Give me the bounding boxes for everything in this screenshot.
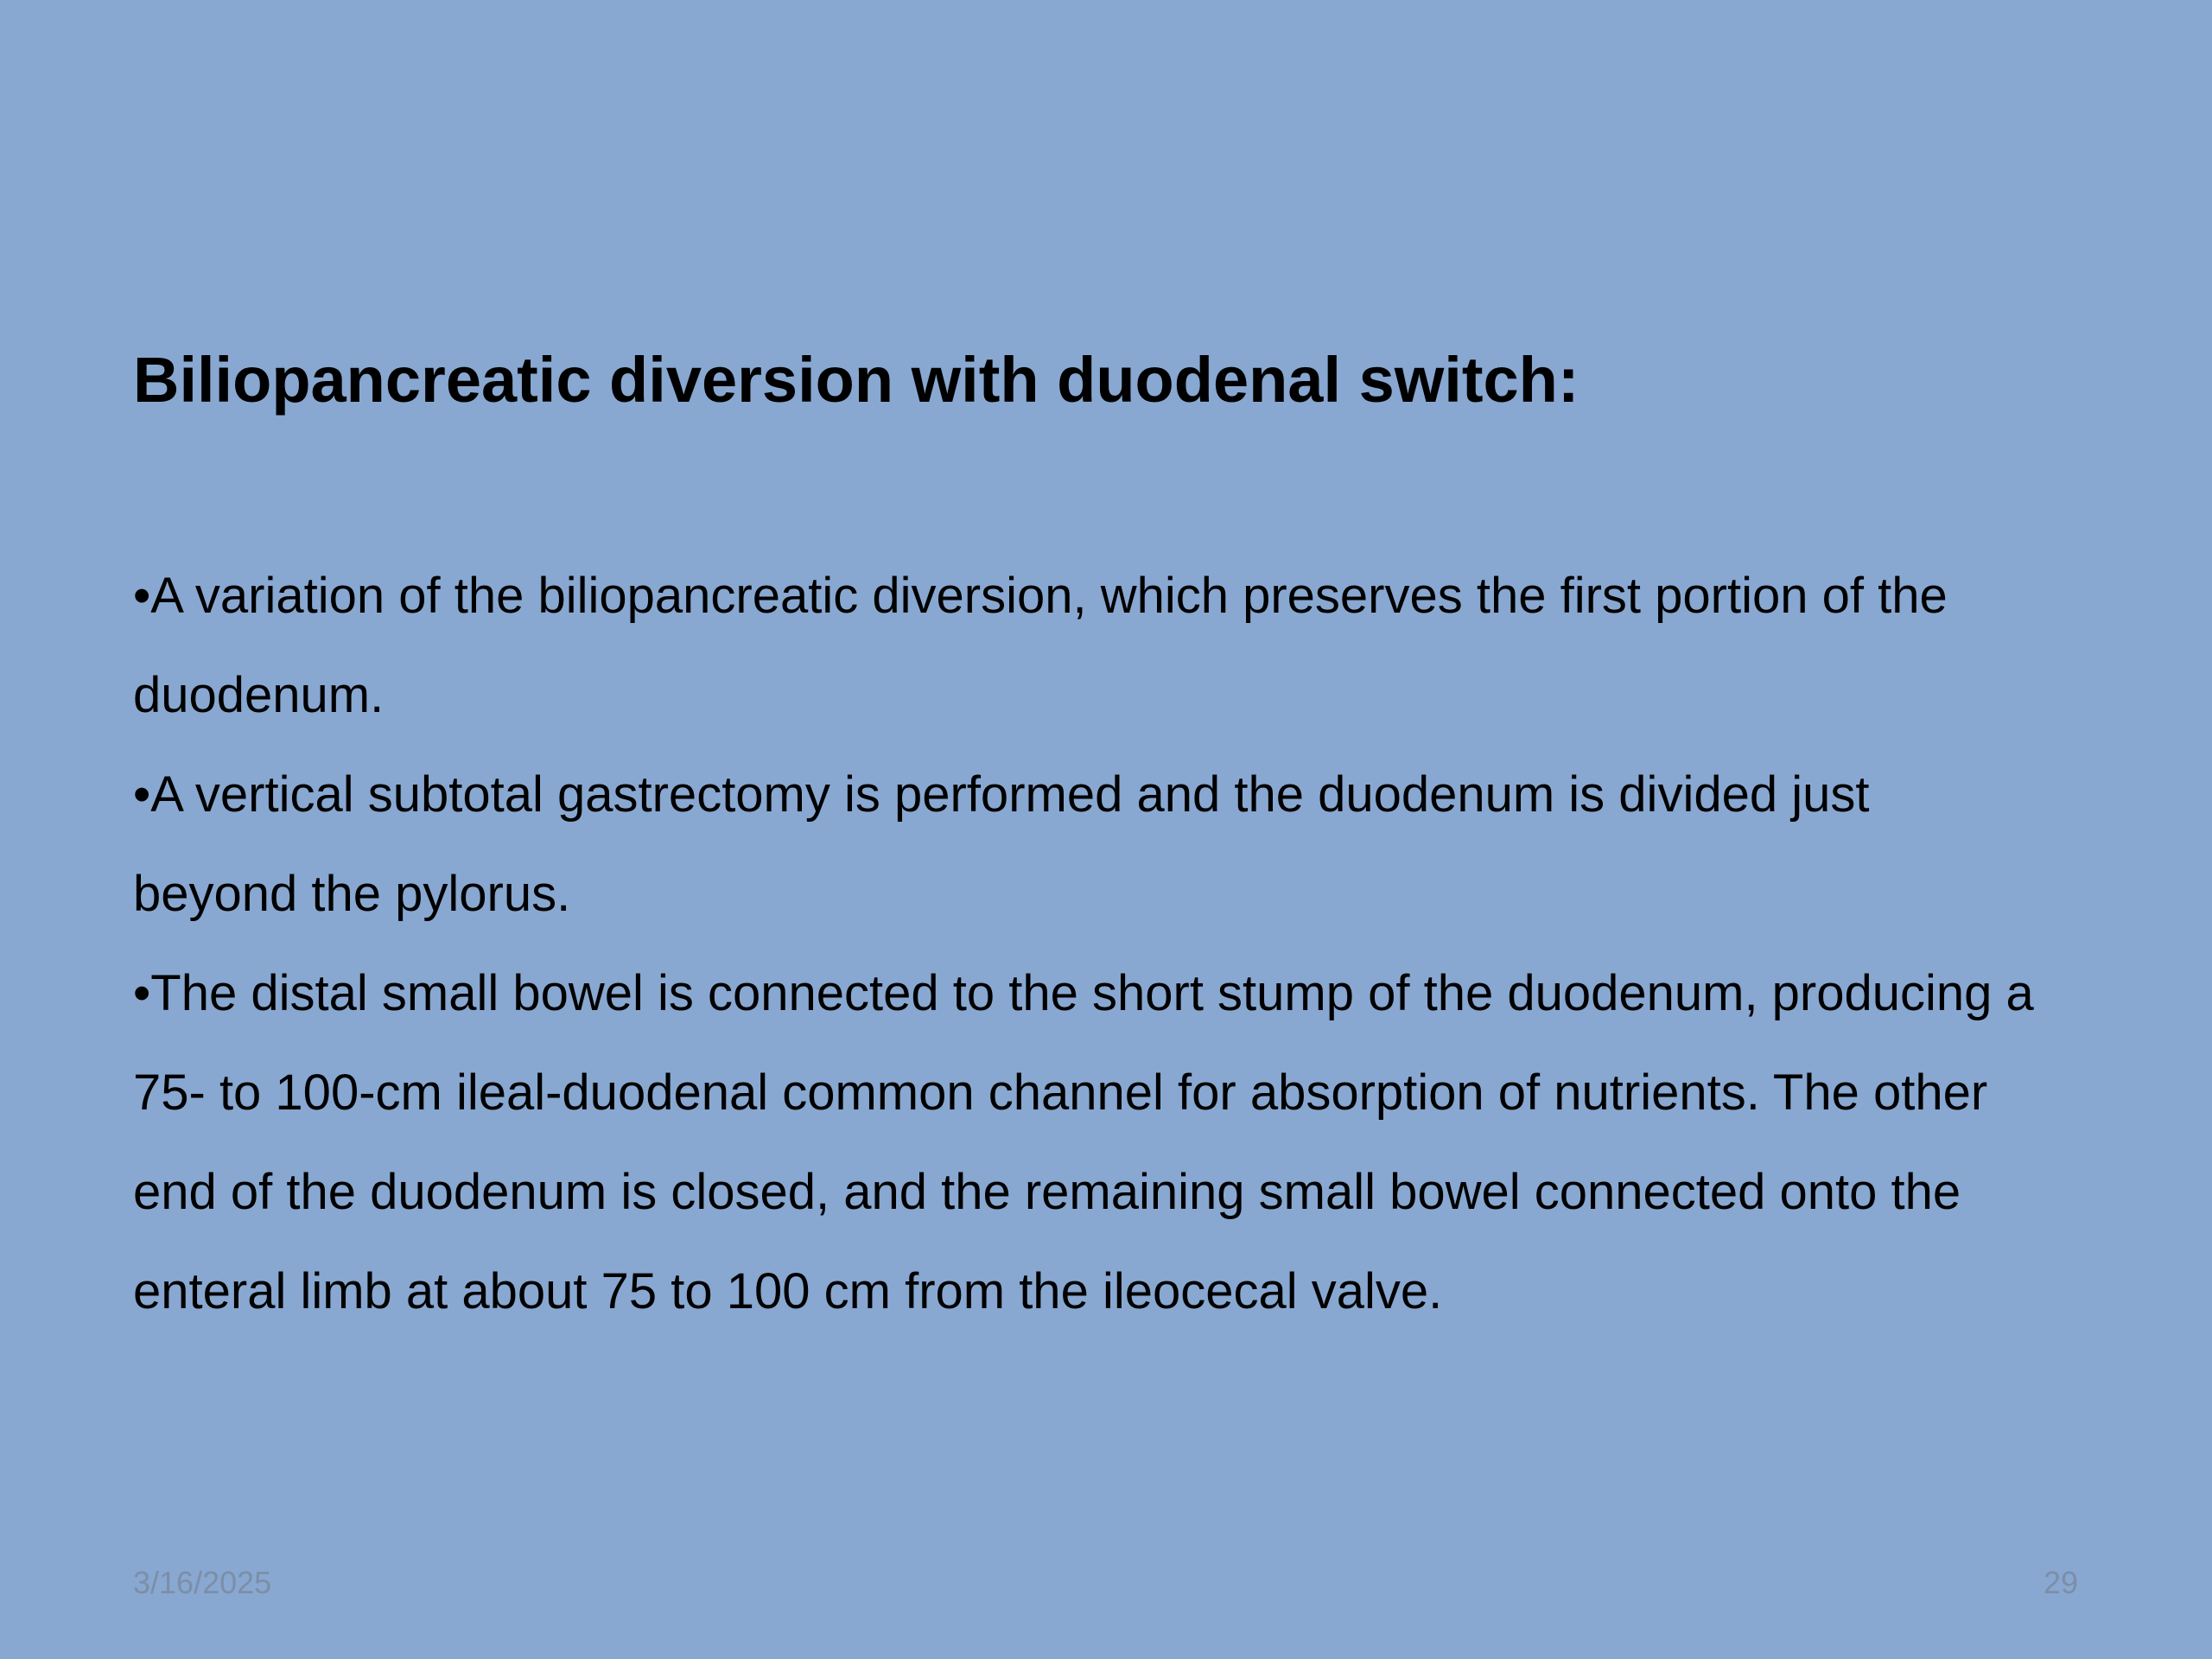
slide-title: Biliopancreatic diversion with duodenal switch: [133,344,1580,416]
slide-body [133,546,2034,1341]
bullet-paragraph: •The distal small bowel is connected to the short stump of the duodenum, producing a 75- to 100-cm ileal-duodenal common channel for absorption of nutrients. The other end of the duodenum is closed, and the remaining small bowel connected onto the enteral limb at about 75 to 100 cm from the ileocecal valve. [133,965,2034,1319]
bullet-paragraph: •A vertical subtotal gastrectomy is performed and the duodenum is divided just beyond the pylorus. [133,766,1870,922]
bullet-paragraph: •A variation of the biliopancreatic diversion, which preserves the first portion of the duodenum. [133,568,1948,723]
page-number: 29 [2043,1565,2078,1600]
footer-date: 3/16/2025 [133,1565,272,1600]
